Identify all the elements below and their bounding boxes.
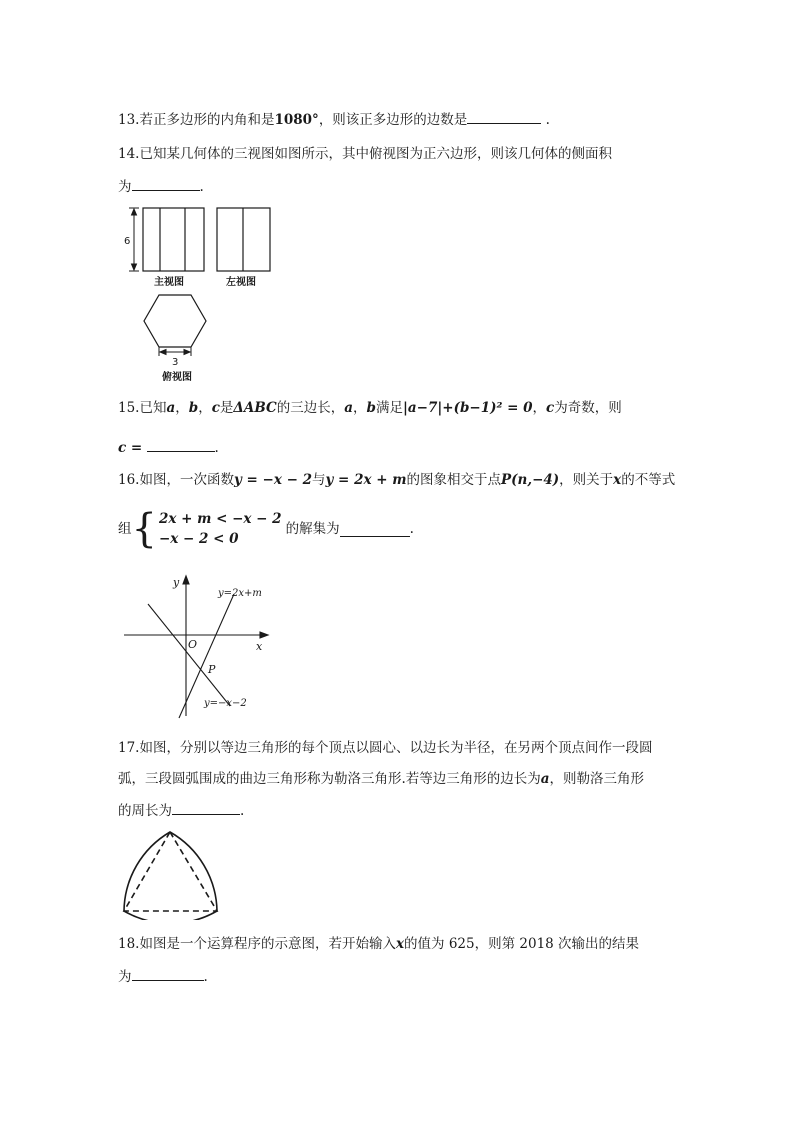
left-view	[217, 208, 270, 271]
answer-blank	[172, 800, 240, 815]
answer-blank	[467, 109, 541, 124]
question-17-line-1: 17.如图，分别以等边三角形的每个顶点以圆心、以边长为半径，在另两个顶点间作一段圆	[118, 740, 653, 756]
reuleaux-curve	[124, 832, 217, 920]
top-view-hexagon	[144, 295, 206, 347]
width-dimension	[159, 347, 191, 356]
point-p-label: P	[208, 663, 216, 676]
question-14-line-1: 14.已知某几何体的三视图如图所示，其中俯视图为正六边形，则该几何体的侧面积	[118, 146, 612, 162]
inequality-system: 2x + m < −x − 2 −x − 2 < 0	[158, 511, 282, 547]
question-16-line-1: 16.如图，一次函数y = −x − 2与y = 2x + m的图象相交于点P(n,−4)，则关于x的不等式	[118, 472, 676, 488]
function-1: y = −x − 2	[233, 472, 313, 488]
function-graph	[118, 572, 278, 720]
function-2: y = 2x + m	[325, 472, 407, 488]
question-15-line-1: 15.已知a，b，c是ΔABC的三边长，a，b满足|a−7|+(b−1)² = 0，c为奇数，则	[118, 400, 622, 416]
question-14-line-2: 为 .	[118, 176, 204, 197]
reuleaux-triangle-figure	[118, 824, 228, 920]
x-axis-arrow	[260, 632, 268, 638]
line-label-neg-x-minus-2: y=−x−2	[204, 698, 247, 709]
question-13: 13.若正多边形的内角和是1080°，则该正多边形的边数是 .	[118, 109, 550, 130]
height-label: 6	[124, 236, 131, 247]
line-label-2x-plus-m: y=2x+m	[218, 588, 262, 599]
answer-blank	[132, 176, 200, 191]
y-axis-label: y	[173, 576, 180, 589]
y-axis-arrow	[183, 576, 189, 584]
question-17-line-3: 的周长为 .	[118, 800, 244, 821]
question-15-line-2: c = .	[118, 437, 219, 458]
x-axis-label: x	[256, 640, 263, 653]
answer-blank	[340, 522, 410, 537]
three-view-figure	[118, 202, 288, 384]
condition-equation: |a−7|+(b−1)² = 0	[402, 400, 533, 416]
front-view	[143, 208, 204, 271]
top-view-label: 俯视图	[162, 372, 192, 383]
equilateral-triangle-dashed	[124, 832, 217, 911]
width-label: 3	[172, 357, 179, 368]
height-dimension	[129, 208, 139, 271]
triangle-abc: ΔABC	[233, 400, 277, 416]
question-18-line-2: 为 .	[118, 966, 208, 987]
left-view-label: 左视图	[226, 277, 256, 288]
system-brace: {	[131, 506, 157, 552]
line-neg-x-minus-2	[148, 604, 230, 706]
question-17-line-2: 弧，三段圆弧围成的曲边三角形称为勒洛三角形.若等边三角形的边长为a，则勒洛三角形	[118, 771, 645, 787]
point-p: P(n,−4)	[501, 472, 560, 488]
answer-blank	[132, 966, 204, 981]
question-18-line-1: 18.如图是一个运算程序的示意图，若开始输入x的值为 625，则第 2018 次输出的结果	[118, 936, 640, 952]
front-view-label: 主视图	[154, 277, 184, 288]
answer-blank	[147, 437, 215, 452]
angle-sum-value: 1080°	[274, 112, 319, 128]
question-16-line-2: 组 { 2x + m < −x − 2 −x − 2 < 0 的解集为 .	[118, 506, 414, 552]
origin-label: O	[188, 638, 198, 651]
